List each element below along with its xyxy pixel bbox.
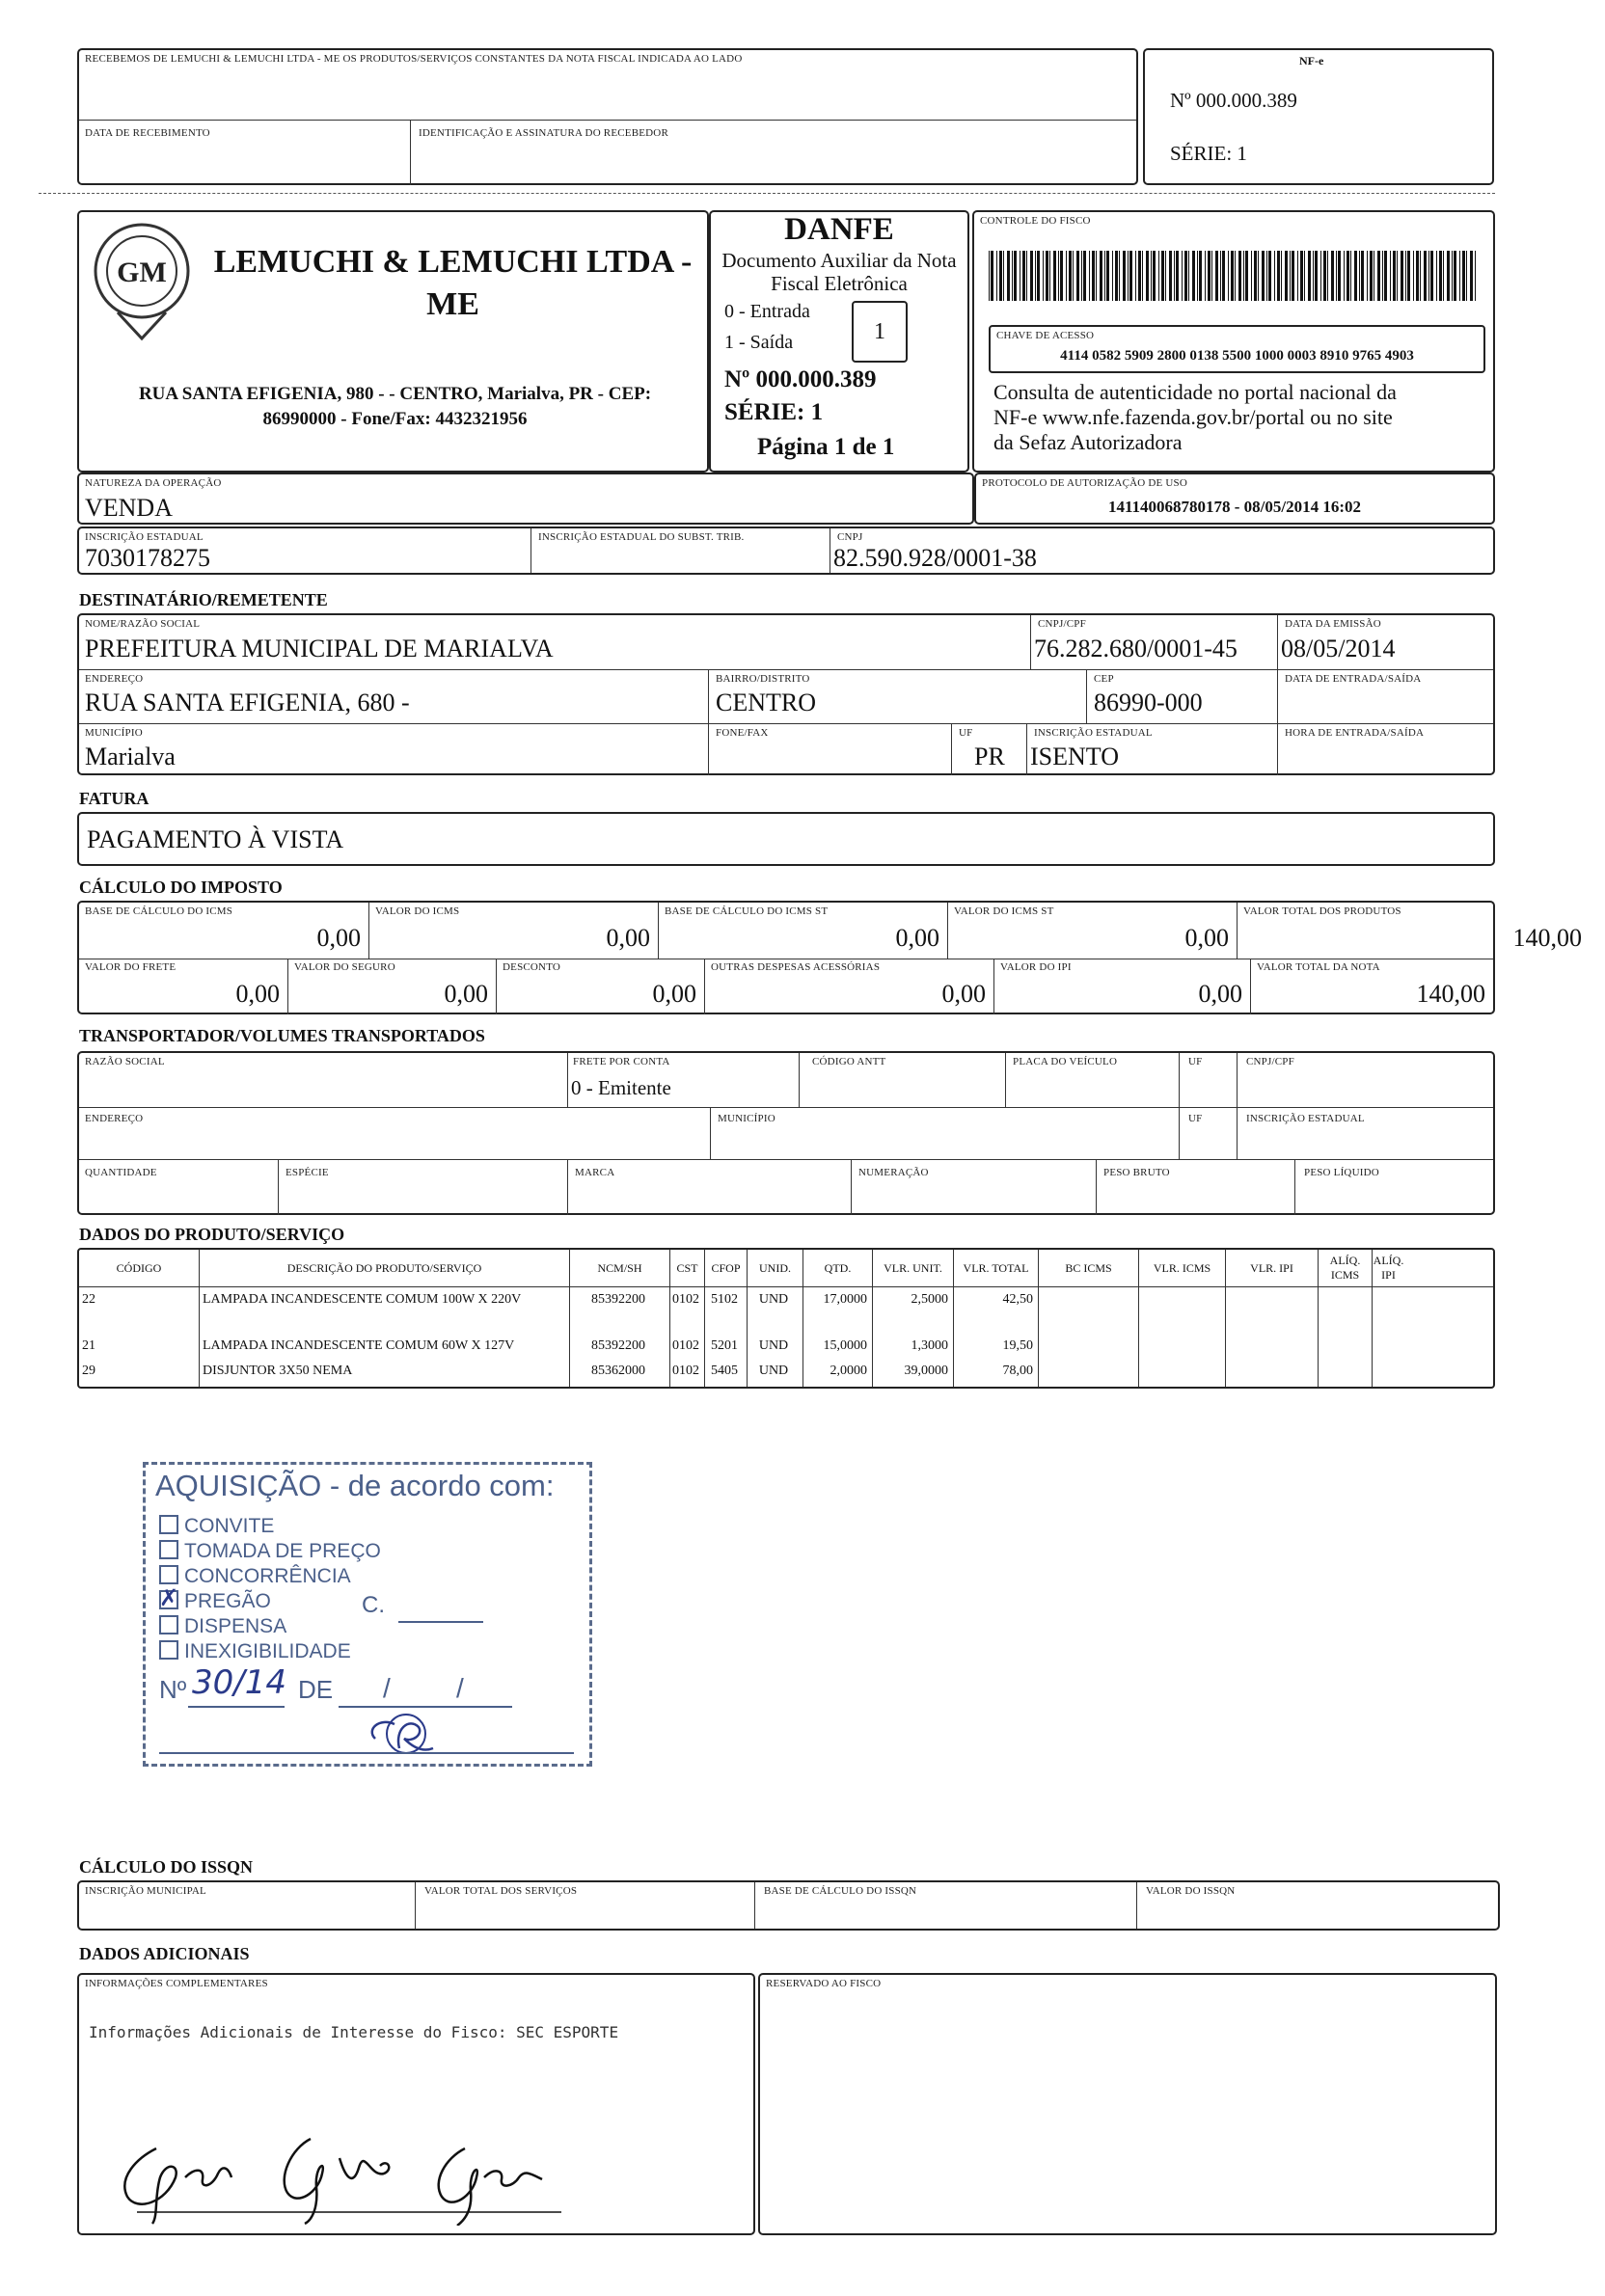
stamp-option-label: INEXIGIBILIDADE [184,1640,351,1662]
product-cell: 17,0000 [823,1292,867,1307]
products-section-title: DADOS DO PRODUTO/SERVIÇO [79,1225,345,1244]
stamp-no-value: 30/14 [192,1663,286,1702]
stamp-de-label: DE [298,1675,334,1704]
tax-row1-value: 140,00 [1512,924,1582,952]
protocolo-label: PROTOCOLO DE AUTORIZAÇÃO DE USO [982,477,1187,489]
stamp-option-label: CONVITE [184,1515,275,1537]
stamp-option [159,1585,271,1613]
product-cell: 85392200 [591,1292,645,1307]
bairro-value: CENTRO [716,689,816,716]
cep-label: CEP [1094,673,1114,685]
danfe-box [709,210,969,473]
product-cell: 85362000 [591,1364,645,1378]
transport-section-title: TRANSPORTADOR/VOLUMES TRANSPORTADOS [79,1026,485,1045]
recipient-cnpj: 76.282.680/0001-45 [1034,635,1238,662]
barcode [989,251,1481,301]
tax-row1-label: BASE DE CÁLCULO DO ICMS ST [665,905,829,917]
stamp-option-label: PREGÃO [184,1590,271,1612]
receipt-box [77,48,1138,185]
products-header-cell: VLR. IPI [1225,1250,1318,1286]
tax-row2-label: OUTRAS DESPESAS ACESSÓRIAS [711,961,881,973]
danfe-serie: SÉRIE: 1 [724,399,824,425]
consulta-1: Consulta de autenticidade no portal nacional da [993,380,1397,404]
tax-row2-cell [79,959,287,1014]
tax-row1-label: VALOR DO ICMS ST [954,905,1054,917]
tax-row2-value: 0,00 [941,980,986,1008]
city-label: MUNICÍPIO [85,727,143,739]
recipient-name: PREFEITURA MUNICIPAL DE MARIALVA [85,635,554,662]
receipt-text: RECEBEMOS DE LEMUCHI & LEMUCHI LTDA - ME OS PRODUTOS/SERVIÇOS CONSTANTES DA NOTA FISCAL INDICADA AO LADO [85,53,743,65]
tax-row1-value: 0,00 [606,924,650,952]
tax-row2-label: VALOR TOTAL DA NOTA [1257,961,1380,973]
natureza-label: NATUREZA DA OPERAÇÃO [85,477,222,489]
consulta-3: da Sefaz Autorizadora [993,430,1183,454]
product-cell: 5405 [711,1364,738,1378]
product-cell: 0102 [672,1364,699,1378]
product-cell: 0102 [672,1338,699,1353]
additional-section-title: DADOS ADICIONAIS [79,1944,250,1963]
tax-row2-label: VALOR DO IPI [1000,961,1072,973]
reserved-fisco-box [758,1973,1497,2235]
stamp-option-label: CONCORRÊNCIA [184,1565,351,1587]
receipt-date-label: DATA DE RECEBIMENTO [85,127,210,139]
tax-row2-cell [1250,959,1493,1014]
tax-row2-label: DESCONTO [503,961,561,973]
fisco-box [972,210,1495,473]
product-cell: 42,50 [1002,1292,1033,1307]
transport-uf2-label: UF [1188,1113,1203,1124]
phone-label: FONE/FAX [716,727,769,739]
emitter-box [77,210,709,473]
tax-row2-cell [704,959,993,1014]
invoice-text: PAGAMENTO À VISTA [87,825,344,853]
chave-label: CHAVE DE ACESSO [996,330,1095,341]
stamp-checkbox [159,1540,178,1559]
product-cell: 22 [82,1292,95,1307]
tax-row2-cell [287,959,496,1014]
numeracao-label: NUMERAÇÃO [858,1167,929,1178]
stamp-option [159,1565,351,1588]
products-header-cell: BC ICMS [1038,1250,1138,1286]
tax-row1-value: 0,00 [895,924,939,952]
acquisition-stamp: AQUISIÇÃO - de acordo com: CONVITE TOMADA DE PREÇO CONCORRÊNCIA ✗ PREGÃO DISPENSA INEXIGIBILIDADE C. Nº 30/14 DE / / [143,1462,592,1767]
transport-city-label: MUNICÍPIO [718,1113,775,1124]
antt-label: CÓDIGO ANTT [812,1056,886,1067]
natureza-value: VENDA [85,494,173,522]
qtd-label: QUANTIDADE [85,1167,157,1178]
danfe-tipo: 1 [852,301,908,363]
danfe-title: DANFE [784,212,894,247]
product-cell: UND [758,1364,789,1378]
product-cell: 39,0000 [904,1364,948,1378]
stamp-option [159,1615,286,1638]
company-name: LEMUCHI & LEMUCHI LTDA - ME [213,244,693,322]
product-cell: 29 [82,1364,95,1378]
product-cell: 21 [82,1338,95,1353]
receipt-nfe-box [1143,48,1494,185]
recipient-address: RUA SANTA EFIGENIA, 680 - [85,689,410,716]
product-description: LAMPADA INCANDESCENTE COMUM 60W X 127V [203,1338,515,1353]
additional-info-label: INFORMAÇÕES COMPLEMENTARES [85,1978,268,1989]
recipient-section-title: DESTINATÁRIO/REMETENTE [79,590,328,609]
product-description: LAMPADA INCANDESCENTE COMUM 100W X 220V [203,1292,522,1307]
product-cell: UND [758,1292,789,1307]
natureza-box [77,473,974,525]
chave-box [989,325,1485,373]
tax-row1-cell [1237,903,1590,959]
hour-label: HORA DE ENTRADA/SAÍDA [1285,727,1425,739]
tax-row2-value: 140,00 [1416,980,1485,1008]
transport-box [77,1051,1495,1215]
receipt-nfe-serie: SÉRIE: 1 [1170,142,1247,165]
additional-info-text: Informações Adicionais de Interesse do Fisco: SEC ESPORTE [89,2023,619,2041]
uf-value: PR [974,743,1005,770]
danfe-entrada: 0 - Entrada [724,301,810,322]
danfe-page: Página 1 de 1 [757,434,895,460]
ie-st-label: INSCRIÇÃO ESTADUAL DO SUBST. TRIB. [538,531,745,543]
stamp-no-label: Nº [159,1675,187,1704]
recipient-ie: ISENTO [1030,743,1119,770]
additional-info-box [77,1973,755,2235]
product-cell: 2,5000 [911,1292,948,1307]
controle-label: CONTROLE DO FISCO [980,215,1091,227]
stamp-option-label: TOMADA DE PREÇO [184,1540,381,1562]
peso-bruto-label: PESO BRUTO [1103,1167,1170,1178]
stamp-checkbox: ✗ [159,1585,179,1611]
emission-value: 08/05/2014 [1281,635,1396,662]
tax-row2-cell [496,959,704,1014]
products-header-cell: ALÍQ. IPI [1372,1250,1404,1286]
placa-label: PLACA DO VEÍCULO [1013,1056,1118,1067]
tax-row1-label: BASE DE CÁLCULO DO ICMS [85,905,233,917]
receipt-nfe-number: Nº 000.000.389 [1170,89,1297,112]
svg-text:GM: GM [117,257,167,288]
chave-value: 4114 0582 5909 2800 0138 5500 1000 0003 8910 9765 4903 [1060,348,1414,364]
company-address-1: RUA SANTA EFIGENIA, 980 - - CENTRO, Marialva, PR - CEP: [138,384,652,404]
product-cell: 2,0000 [830,1364,867,1378]
ie-value: 7030178275 [85,544,210,572]
tax-row1-value: 0,00 [1184,924,1229,952]
recipient-address-label: ENDEREÇO [85,673,144,685]
product-cell: 5201 [711,1338,738,1353]
company-address-2: 86990000 - Fone/Fax: 4432321956 [262,409,528,429]
marca-label: MARCA [575,1167,615,1178]
product-description: DISJUNTOR 3X50 NEMA [203,1364,353,1378]
stamp-option [159,1640,351,1663]
frete-label: FRETE POR CONTA [573,1056,670,1067]
tax-row2-value: 0,00 [235,980,280,1008]
cnpj-label: CNPJ [837,531,863,543]
recipient-ie-label: INSCRIÇÃO ESTADUAL [1034,727,1153,739]
tax-row1-cell [79,903,368,959]
city-value: Marialva [85,743,176,770]
product-cell: 0102 [672,1292,699,1307]
frete-value: 0 - Emitente [571,1076,671,1099]
danfe-subtitle-2: Fiscal Eletrônica [771,272,908,295]
ie-label: INSCRIÇÃO ESTADUAL [85,531,204,543]
products-table [77,1248,1495,1389]
uf-label: UF [959,727,973,739]
issqn-section-title: CÁLCULO DO ISSQN [79,1857,254,1877]
emission-label: DATA DA EMISSÃO [1285,618,1381,630]
product-cell: 19,50 [1002,1338,1033,1353]
recipient-cnpj-label: CNPJ/CPF [1038,618,1086,630]
product-cell: 5102 [711,1292,738,1307]
stamp-checkbox [159,1565,178,1584]
tax-section-title: CÁLCULO DO IMPOSTO [79,878,283,897]
tax-row2-cell [993,959,1250,1014]
stamp-title: AQUISIÇÃO - de acordo com: [155,1469,555,1502]
company-logo [89,218,195,343]
transport-address-label: ENDEREÇO [85,1113,144,1124]
cep-value: 86990-000 [1094,689,1203,716]
cnpj-value: 82.590.928/0001-38 [833,544,1037,572]
products-header-cell: CST [669,1250,704,1286]
tax-box [77,901,1582,1014]
receipt-nfe-label: NF-e [1299,54,1324,68]
products-header-cell: QTD. [802,1250,872,1286]
stamp-checkbox [159,1640,178,1660]
consulta-2: NF-e www.nfe.fazenda.gov.br/portal ou no site [993,405,1393,429]
tax-row1-cell [368,903,658,959]
issqn-im-label: INSCRIÇÃO MUNICIPAL [85,1885,206,1897]
transport-ie-label: INSCRIÇÃO ESTADUAL [1246,1113,1365,1124]
stamp-initials [356,1710,443,1758]
reserved-fisco-label: RESERVADO AO FISCO [766,1978,882,1989]
products-header-cell: DESCRIÇÃO DO PRODUTO/SERVIÇO [199,1250,569,1286]
protocolo-box [974,473,1495,525]
products-header-cell: CFOP [704,1250,747,1286]
issqn-servicos-label: VALOR TOTAL DOS SERVIÇOS [424,1885,578,1897]
stamp-option [159,1515,274,1538]
entry-date-label: DATA DE ENTRADA/SAÍDA [1285,673,1422,685]
products-header-cell: VLR. TOTAL [953,1250,1038,1286]
recipient-name-label: NOME/RAZÃO SOCIAL [85,618,201,630]
protocolo-value: 141140068780178 - 08/05/2014 16:02 [1107,498,1362,516]
stamp-option-label: DISPENSA [184,1615,287,1637]
danfe-subtitle-1: Documento Auxiliar da Nota [721,249,957,272]
tax-row2-value: 0,00 [652,980,696,1008]
handwritten-signature [98,2120,619,2226]
transport-uf-label: UF [1188,1056,1203,1067]
transport-cnpj-label: CNPJ/CPF [1246,1056,1294,1067]
issqn-valor-label: VALOR DO ISSQN [1146,1885,1236,1897]
product-cell: 15,0000 [823,1338,867,1353]
product-cell: UND [758,1338,789,1353]
products-header-cell: VLR. ICMS [1138,1250,1225,1286]
issqn-base-label: BASE DE CÁLCULO DO ISSQN [764,1885,917,1897]
products-header-cell: CÓDIGO [116,1260,162,1275]
invoice-box [77,812,1495,866]
ie-box [77,527,1495,575]
products-header-cell: NCM/SH [569,1250,669,1286]
receipt-id-label: IDENTIFICAÇÃO E ASSINATURA DO RECEBEDOR [419,127,668,139]
stamp-checkbox [159,1515,178,1534]
issqn-box [77,1880,1500,1931]
products-header-cell: ALÍQ. ICMS [1318,1250,1372,1286]
tax-row1-value: 0,00 [316,924,361,952]
peso-liquido-label: PESO LÍQUIDO [1304,1167,1379,1178]
danfe-number: Nº 000.000.389 [724,366,877,392]
tax-row2-value: 0,00 [1198,980,1242,1008]
tax-row2-value: 0,00 [444,980,488,1008]
tax-row1-cell [658,903,947,959]
tax-row2-label: VALOR DO FRETE [85,961,177,973]
bairro-label: BAIRRO/DISTRITO [716,673,810,685]
stamp-c-label: C. [362,1592,385,1618]
products-header-cell: UNID. [747,1250,802,1286]
stamp-option [159,1540,381,1563]
invoice-section-title: FATURA [79,789,150,808]
tax-row1-label: VALOR DO ICMS [375,905,460,917]
product-cell: 1,3000 [911,1338,948,1353]
danfe-saida: 1 - Saída [724,332,794,353]
recipient-box [77,613,1495,775]
tax-row1-cell [947,903,1237,959]
product-cell: 85392200 [591,1338,645,1353]
tax-row1-label: VALOR TOTAL DOS PRODUTOS [1243,905,1401,917]
razao-label: RAZÃO SOCIAL [85,1056,165,1067]
tax-row2-label: VALOR DO SEGURO [294,961,395,973]
product-cell: 78,00 [1002,1364,1033,1378]
products-header-cell: VLR. UNIT. [872,1250,953,1286]
especie-label: ESPÉCIE [286,1167,329,1178]
stamp-checkbox [159,1615,178,1634]
